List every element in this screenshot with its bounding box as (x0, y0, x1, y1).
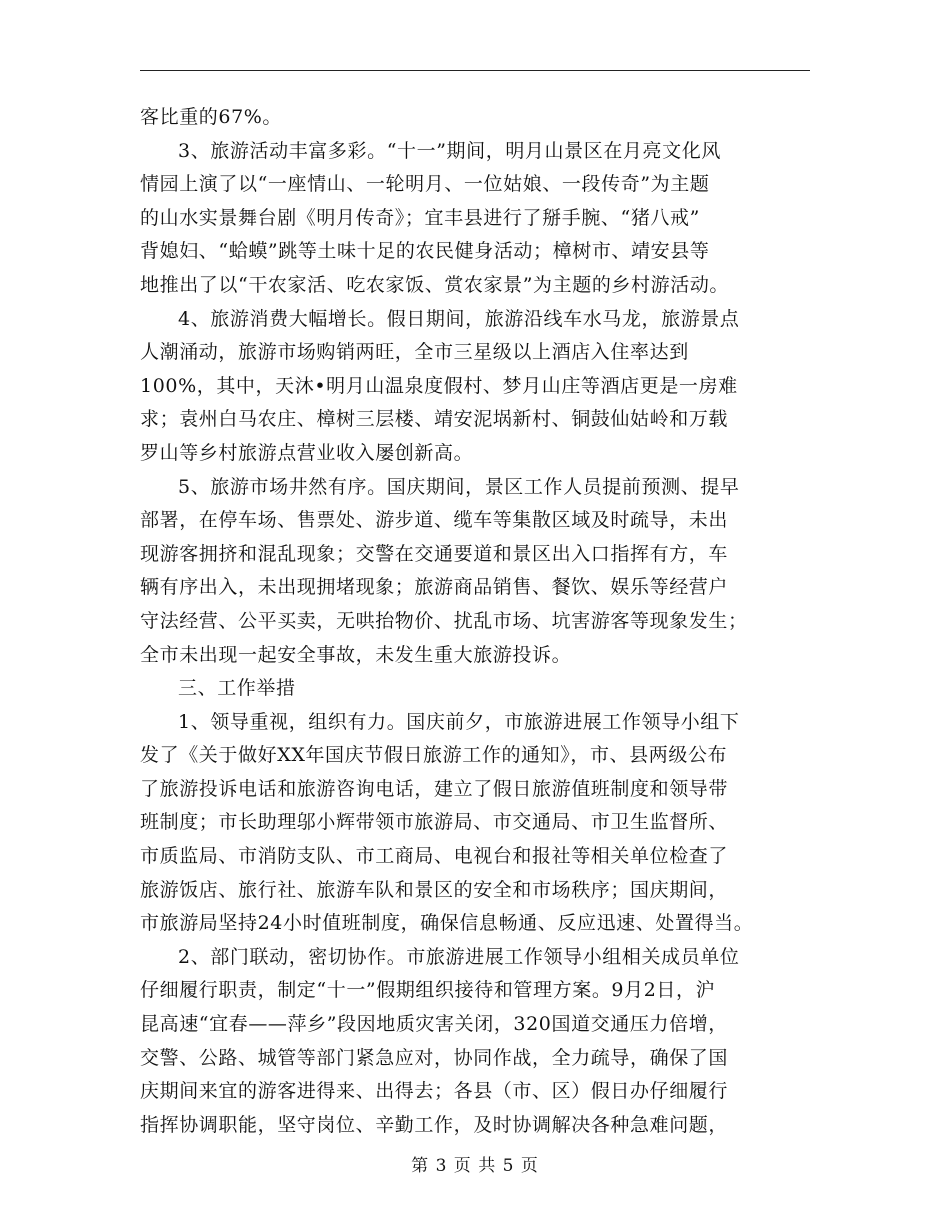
text-line: 了旅游投诉电话和旅游咨询电话，建立了假日旅游值班制度和领导带 (140, 777, 729, 800)
text-line: 昆高速“宜春——萍乡”段因地质灾害关闭，320国道交通压力倍增， (140, 1013, 728, 1036)
text-line: 旅游饭店、旅行社、旅游车队和景区的安全和市场秩序；国庆期间， (140, 878, 729, 901)
text-line: 指挥协调职能，坚守岗位、辛勤工作，及时协调解决各种急难问题， (140, 1113, 729, 1136)
text-line: 求；袁州白马农庄、樟树三层楼、靖安泥埚新村、铜鼓仙姑岭和万载 (140, 408, 729, 431)
text-line: 全市未出现一起安全事故，未发生重大旅游投诉。 (140, 643, 572, 666)
text-line: 背媳妇、“蛤蟆”跳等土味十足的农民健身活动；樟树市、靖安县等 (140, 240, 710, 263)
text-line: 三、工作举措 (178, 677, 296, 700)
text-line: 交警、公路、城管等部门紧急应对，协同作战，全力疏导，确保了国 (140, 1046, 729, 1069)
text-line: 罗山等乡村旅游点营业收入屡创新高。 (140, 441, 474, 464)
text-line: 3、旅游活动丰富多彩。“十一”期间，明月山景区在月亮文化风 (178, 139, 721, 162)
text-line: 现游客拥挤和混乱现象；交警在交通要道和景区出入口指挥有方，车 (140, 542, 729, 565)
document-body (140, 101, 812, 1142)
text-line: 发了《关于做好XX年国庆节假日旅游工作的通知》，市、县两级公布 (140, 744, 728, 767)
text-line: 2、部门联动，密切协作。市旅游进展工作领导小组相关成员单位 (178, 945, 740, 968)
page-footer: 第 3 页 共 5 页 (411, 1156, 539, 1176)
text-line: 庆期间来宜的游客进得来、出得去；各县（市、区）假日办仔细履行 (140, 1080, 729, 1103)
text-line: 客比重的67%。 (140, 106, 283, 128)
text-line: 5、旅游市场井然有序。国庆期间，景区工作人员提前预测、提早 (178, 475, 740, 498)
text-line: 地推出了以“干农家活、吃农家饭、赏农家景”为主题的乡村游活动。 (140, 273, 730, 296)
text-line: 仔细履行职责，制定“十一”假期组织接待和管理方案。9月2日，沪 (140, 979, 716, 1002)
text-line: 情园上演了以“一座情山、一轮明月、一位姑娘、一段传奇”为主题 (140, 173, 710, 196)
text-line: 1、领导重视，组织有力。国庆前夕，市旅游进展工作领导小组下 (178, 710, 740, 733)
text-line: 班制度；市长助理邬小辉带领市旅游局、市交通局、市卫生监督所、 (140, 811, 729, 834)
text-line: 100%，其中，天沐•明月山温泉度假村、梦月山庄等酒店更是一房难 (140, 374, 738, 397)
text-line: 市质监局、市消防支队、市工商局、电视台和报社等相关单位检查了 (140, 845, 729, 868)
text-line: 辆有序出入，未出现拥堵现象；旅游商品销售、餐饮、娱乐等经营户 (140, 576, 729, 599)
text-line: 人潮涌动，旅游市场购销两旺，全市三星级以上酒店入住率达到 (140, 341, 689, 364)
text-line: 市旅游局坚持24小时值班制度，确保信息畅通、反应迅速、处置得当。 (140, 912, 754, 935)
text-line: 部署，在停车场、售票处、游步道、缆车等集散区域及时疏导，未出 (140, 509, 729, 532)
text-line: 守法经营、公平买卖，无哄抬物价、扰乱市场、坑害游客等现象发生； (140, 609, 748, 632)
text-line: 的山水实景舞台剧《明月传奇》；宜丰县进行了掰手腕、“猪八戒” (140, 206, 700, 229)
text-line: 4、旅游消费大幅增长。假日期间，旅游沿线车水马龙，旅游景点 (178, 307, 740, 330)
header-rule (140, 70, 810, 71)
